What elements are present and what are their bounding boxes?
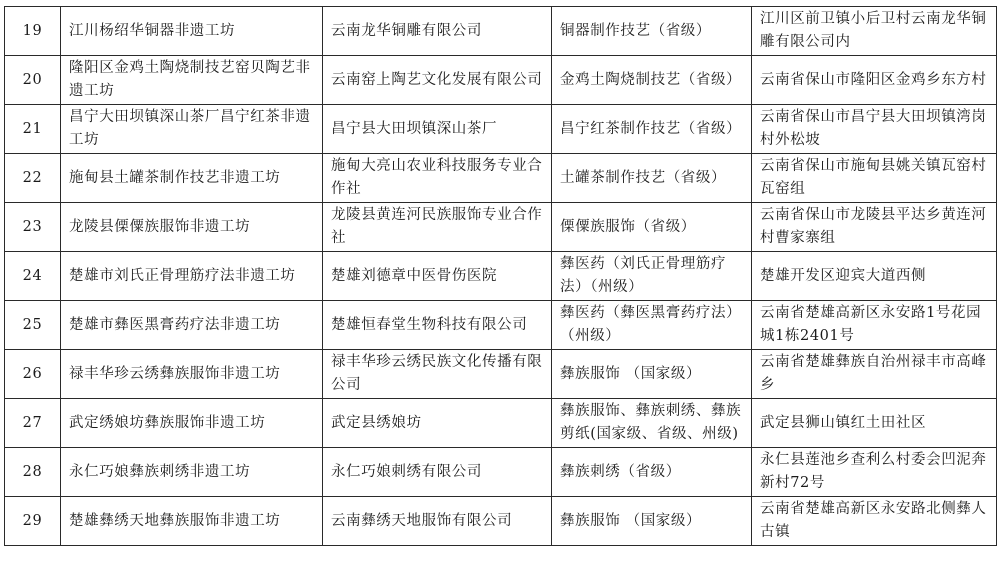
heritage-workshop-table xyxy=(4,6,997,546)
table-row xyxy=(5,301,997,350)
address-cell: 云南省保山市隆阳区金鸡乡东方村 xyxy=(752,56,997,105)
heritage-project-cell: 彝族服饰、彝族刺绣、彝族剪纸(国家级、省级、州级) xyxy=(552,399,752,448)
row-number-cell: 24 xyxy=(5,252,61,301)
table-row xyxy=(5,105,997,154)
row-number-cell: 28 xyxy=(5,448,61,497)
workshop-name-cell: 武定绣娘坊彝族服饰非遗工坊 xyxy=(61,399,323,448)
address-cell: 武定县狮山镇红土田社区 xyxy=(752,399,997,448)
row-number-cell: 22 xyxy=(5,154,61,203)
table-row xyxy=(5,350,997,399)
heritage-project-cell: 彝医药（刘氏正骨理筋疗法）（州级） xyxy=(552,252,752,301)
company-name-cell: 施甸大亮山农业科技服务专业合作社 xyxy=(323,154,552,203)
company-name-cell: 龙陵县黄连河民族服饰专业合作社 xyxy=(323,203,552,252)
company-name-cell: 永仁巧娘刺绣有限公司 xyxy=(323,448,552,497)
company-name-cell: 云南彝绣天地服饰有限公司 xyxy=(323,497,552,546)
workshop-name-cell: 施甸县土罐茶制作技艺非遗工坊 xyxy=(61,154,323,203)
company-name-cell: 禄丰华珍云绣民族文化传播有限公司 xyxy=(323,350,552,399)
address-cell: 云南省楚雄高新区永安路北侧彝人古镇 xyxy=(752,497,997,546)
address-cell: 云南省楚雄彝族自治州禄丰市高峰乡 xyxy=(752,350,997,399)
row-number-cell: 29 xyxy=(5,497,61,546)
company-name-cell: 武定县绣娘坊 xyxy=(323,399,552,448)
heritage-project-cell: 彝族服饰 （国家级） xyxy=(552,350,752,399)
row-number-cell: 23 xyxy=(5,203,61,252)
workshop-name-cell: 永仁巧娘彝族刺绣非遗工坊 xyxy=(61,448,323,497)
address-cell: 江川区前卫镇小后卫村云南龙华铜雕有限公司内 xyxy=(752,7,997,56)
workshop-name-cell: 昌宁大田坝镇深山茶厂昌宁红茶非遗工坊 xyxy=(61,105,323,154)
table-row xyxy=(5,56,997,105)
heritage-project-cell: 傈僳族服饰（省级） xyxy=(552,203,752,252)
address-cell: 云南省保山市施甸县姚关镇瓦窑村瓦窑组 xyxy=(752,154,997,203)
company-name-cell: 楚雄刘德章中医骨伤医院 xyxy=(323,252,552,301)
company-name-cell: 楚雄恒春堂生物科技有限公司 xyxy=(323,301,552,350)
table-row xyxy=(5,203,997,252)
workshop-name-cell: 禄丰华珍云绣彝族服饰非遗工坊 xyxy=(61,350,323,399)
heritage-project-cell: 彝医药（彝医黑膏药疗法）（州级） xyxy=(552,301,752,350)
heritage-project-cell: 昌宁红茶制作技艺（省级） xyxy=(552,105,752,154)
row-number-cell: 27 xyxy=(5,399,61,448)
workshop-name-cell: 楚雄市彝医黑膏药疗法非遗工坊 xyxy=(61,301,323,350)
table-body xyxy=(5,7,997,546)
address-cell: 楚雄开发区迎宾大道西侧 xyxy=(752,252,997,301)
table-row xyxy=(5,252,997,301)
heritage-project-cell: 彝族服饰 （国家级） xyxy=(552,497,752,546)
heritage-project-cell: 彝族刺绣（省级） xyxy=(552,448,752,497)
row-number-cell: 26 xyxy=(5,350,61,399)
company-name-cell: 昌宁县大田坝镇深山茶厂 xyxy=(323,105,552,154)
workshop-name-cell: 江川杨绍华铜器非遗工坊 xyxy=(61,7,323,56)
heritage-project-cell: 土罐茶制作技艺（省级） xyxy=(552,154,752,203)
workshop-name-cell: 楚雄市刘氏正骨理筋疗法非遗工坊 xyxy=(61,252,323,301)
table-row xyxy=(5,448,997,497)
table-row xyxy=(5,7,997,56)
company-name-cell: 云南窑上陶艺文化发展有限公司 xyxy=(323,56,552,105)
workshop-name-cell: 楚雄彝绣天地彝族服饰非遗工坊 xyxy=(61,497,323,546)
row-number-cell: 19 xyxy=(5,7,61,56)
heritage-project-cell: 铜器制作技艺（省级） xyxy=(552,7,752,56)
row-number-cell: 25 xyxy=(5,301,61,350)
address-cell: 云南省保山市龙陵县平达乡黄连河村曹家寨组 xyxy=(752,203,997,252)
address-cell: 云南省保山市昌宁县大田坝镇湾岗村外松坡 xyxy=(752,105,997,154)
heritage-project-cell: 金鸡土陶烧制技艺（省级） xyxy=(552,56,752,105)
table-row xyxy=(5,399,997,448)
workshop-name-cell: 隆阳区金鸡土陶烧制技艺窑贝陶艺非遗工坊 xyxy=(61,56,323,105)
row-number-cell: 20 xyxy=(5,56,61,105)
address-cell: 永仁县莲池乡查利么村委会凹泥奔新村72号 xyxy=(752,448,997,497)
address-cell: 云南省楚雄高新区永安路1号花园城1栋2401号 xyxy=(752,301,997,350)
table-row xyxy=(5,497,997,546)
table-row xyxy=(5,154,997,203)
workshop-name-cell: 龙陵县傈僳族服饰非遗工坊 xyxy=(61,203,323,252)
row-number-cell: 21 xyxy=(5,105,61,154)
company-name-cell: 云南龙华铜雕有限公司 xyxy=(323,7,552,56)
